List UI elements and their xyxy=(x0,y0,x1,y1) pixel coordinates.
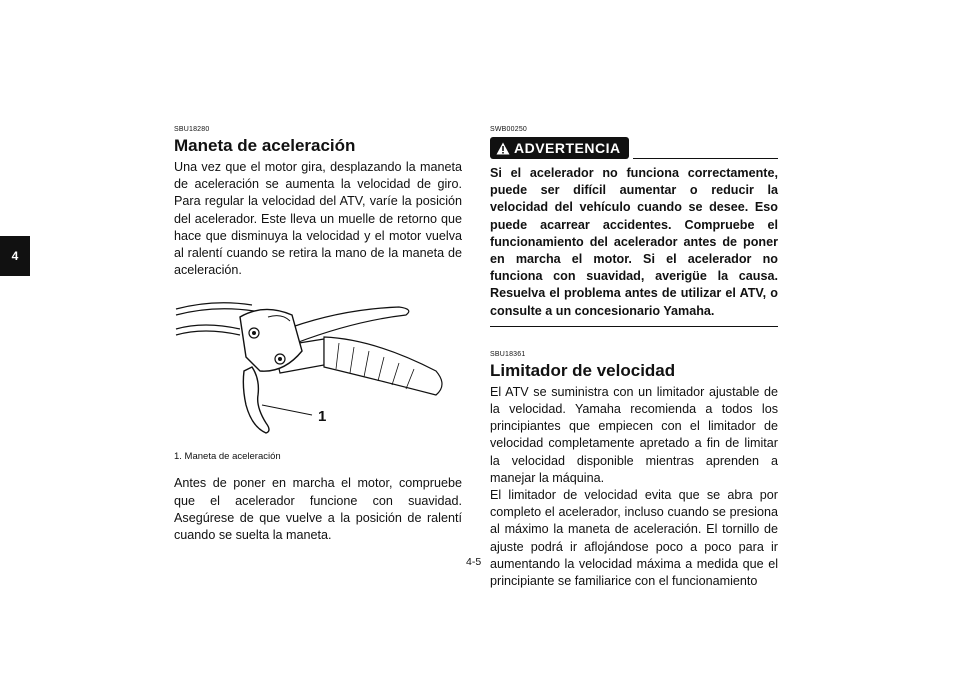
section-code: SBU18280 xyxy=(174,126,210,133)
speed-limiter-intro: El ATV se suministra con un limitador ajustable de la velocidad. Yamaha recomienda a todos los principiantes que empiecen con el limitador de velocidad completamente apretado a fin de limitar la velocidad disponible mientras aprenden a manejar la máquina. xyxy=(490,384,778,485)
throttle-lever-illustration xyxy=(174,287,462,437)
warning-bottom-rule xyxy=(490,326,778,327)
section-heading-speed-limiter: Limitador de velocidad xyxy=(490,360,676,380)
warning-triangle-icon xyxy=(496,142,510,155)
section-code: SBU18361 xyxy=(490,350,526,358)
callout-number: 1 xyxy=(318,408,327,426)
warning-label: ADVERTENCIA xyxy=(514,140,621,156)
section-heading-throttle: Maneta de aceleración xyxy=(174,136,356,155)
page-number: 4-5 xyxy=(466,556,482,568)
throttle-check-instructions: Antes de poner en marcha el motor, compruebe que el acelerador funcione con suavidad. Asegúrese de que vuelve a la posición de ralentí cuando se suelta la maneta. xyxy=(174,476,462,543)
warning-badge xyxy=(490,137,629,159)
warning-text: Si el acelerador no funciona correctamente, puede ser difícil aumentar o reducir la velocidad del vehículo cuando se desee. Eso puede acarrear accidentes. Compruebe el funcionamiento del acelerador antes de poner en marcha el motor. Si el acelerador no funciona con suavidad, averigüe la causa. Resuelva el problema antes de utilizar el ATV, o consulte a un concesionario Yamaha. xyxy=(490,166,778,318)
speed-limiter-description: El limitador de velocidad evita que se abra por completo el acelerador, incluso cuando se presiona al máximo la maneta de aceleración. El tornillo de ajuste podrá ir aflojándose poco a poco para ir aumentando la velocidad máxima a medida que el principiante se familiarice con el funcionamiento xyxy=(490,488,778,589)
left-column xyxy=(174,126,462,544)
warning-header xyxy=(490,137,778,159)
figure-caption: 1. Maneta de aceleración xyxy=(174,451,281,463)
warning-code: SWB00250 xyxy=(490,126,528,133)
throttle-description: Una vez que el motor gira, desplazando la maneta de aceleración se aumenta la velocidad de giro. Para regular la velocidad del ATV, varíe la posición del acelerador. Este lleva un muelle de retorno que hace que disminuya la velocidad y el motor vuelva al ralentí cuando se retira la mano de la maneta de aceleración. xyxy=(174,160,462,278)
throttle-lever-drawing xyxy=(174,287,462,437)
warning-header-rule xyxy=(633,158,778,159)
right-column xyxy=(490,126,778,590)
chapter-tab: 4 xyxy=(0,236,30,276)
